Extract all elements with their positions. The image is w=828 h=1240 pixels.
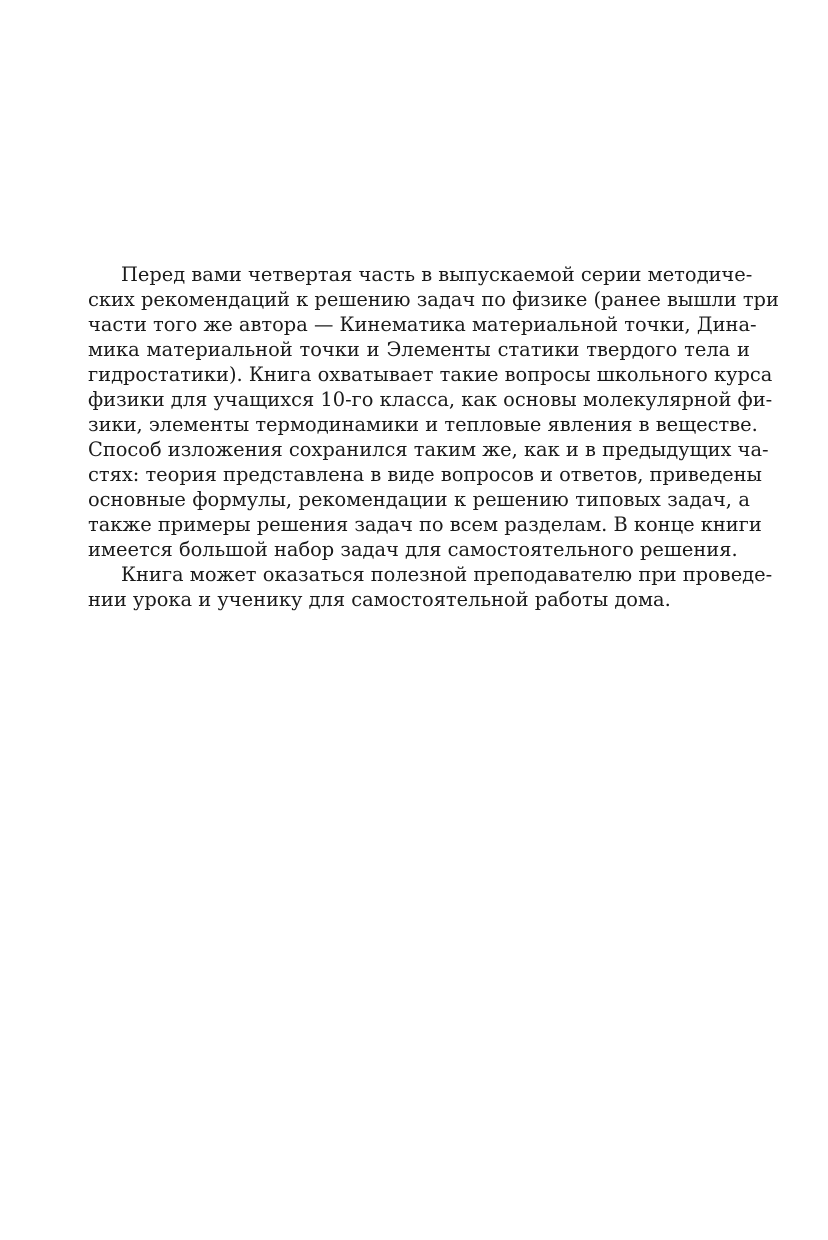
text-line: ских рекомендаций к решению задач по физике (ранее вышли три	[88, 288, 779, 311]
text-line: основные формулы, рекомендации к решению типовых задач, а	[88, 488, 750, 511]
text-line: части того же автора — Кинематика материальной точки, Дина-	[88, 313, 757, 336]
text-line: имеется большой набор задач для самостоятельного решения.	[88, 538, 738, 561]
text-line: нии урока и ученику для самостоятельной работы дома.	[88, 588, 671, 611]
paragraph-1	[88, 262, 779, 562]
text-line: гидростатики). Книга охватывает такие вопросы школьного курса	[88, 363, 773, 386]
text-line: Способ изложения сохранился таким же, как и в предыдущих ча-	[88, 438, 769, 461]
text-line: мика материальной точки и Элементы статики твердого тела и	[88, 338, 750, 361]
paragraph-2	[88, 562, 773, 612]
annotation-text	[88, 262, 779, 612]
text-line: Книга может оказаться полезной преподавателю при проведе-	[121, 563, 773, 586]
text-line: Перед вами четвертая часть в выпускаемой серии методиче-	[121, 263, 753, 286]
text-line: стях: теория представлена в виде вопросов и ответов, приведены	[88, 463, 762, 486]
text-line: также примеры решения задач по всем разделам. В конце книги	[88, 513, 762, 536]
text-line: физики для учащихся 10-го класса, как основы молекулярной фи-	[88, 388, 773, 411]
text-line: зики, элементы термодинамики и тепловые явления в веществе.	[88, 413, 758, 436]
